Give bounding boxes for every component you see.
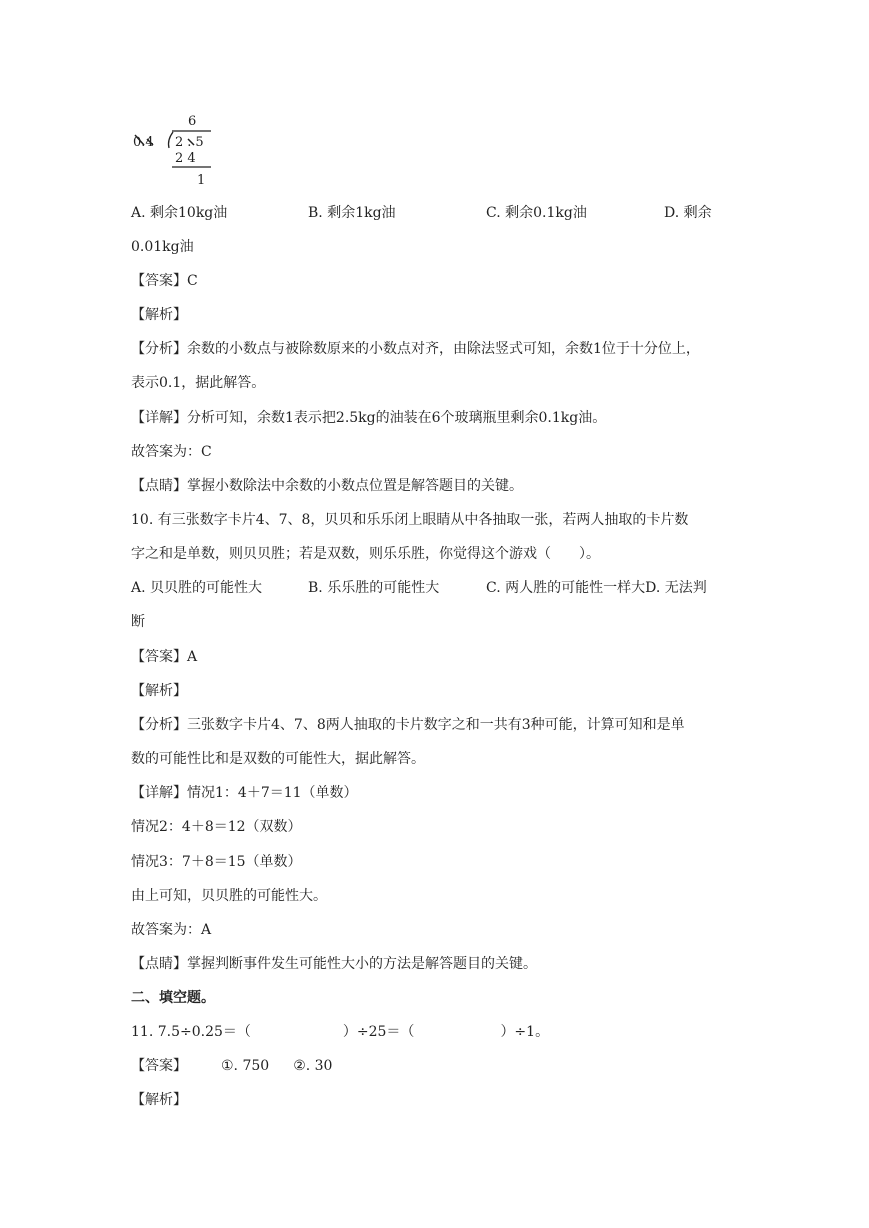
q11-answer [131,1056,332,1076]
section-title-fill-in: 二、填空题。 [131,990,215,1006]
division-divisor: 0.4 [133,135,154,150]
q9-analysis-heading: 【解析】 [131,307,187,323]
q11-answer-2: ②. 30 [293,1058,333,1074]
q10-stem-line-2: 字之和是单数，则贝贝胜；若是双数，则乐乐胜，你觉得这个游戏（ ）。 [131,546,600,562]
q11-stem-part-c: ）÷1。 [500,1024,550,1040]
q9-fenxi-line-2: 表示0.1，据此解答。 [131,375,266,391]
q11-analysis-heading: 【解析】 [131,1092,187,1108]
q10-case-3: 情况3：7＋8＝15（单数） [131,854,302,870]
q10-key-point: 【点睛】掌握判断事件发生可能性大小的方法是解答题目的关键。 [131,956,537,972]
q11-stem [131,1022,549,1042]
q10-option-cd: C. 两人胜的可能性一样大D. 无法判 [486,580,707,596]
q9-key-point: 【点睛】掌握小数除法中余数的小数点位置是解答题目的关键。 [131,478,523,494]
q10-case-2: 情况2：4＋8＝12（双数） [131,819,302,835]
q9-option-a: A. 剩余10kg油 [131,205,228,221]
division-quotient: 6 [188,114,197,129]
q9-fenxi-line-1: 【分析】余数的小数点与被除数原来的小数点对齐，由除法竖式可知，余数1位于十分位上， [131,341,700,357]
division-dividend: 2.5 [175,135,208,150]
q9-option-d: D. 剩余 [664,205,712,221]
q10-case-1: 【详解】情况1：4＋7＝11（单数） [131,785,358,801]
q9-conclusion: 故答案为：C [131,444,212,460]
q9-option-b: B. 剩余1kg油 [308,205,396,221]
q10-option-a: A. 贝贝胜的可能性大 [131,580,263,596]
q10-option-continued: 断 [131,614,145,630]
q10-stem-line-1: 10. 有三张数字卡片4、7、8，贝贝和乐乐闭上眼睛从中各抽取一张，若两人抽取的卡片数 [131,512,689,528]
q11-stem-part-a: 11. 7.5÷0.25＝（ [131,1024,251,1040]
q9-answer: 【答案】C [131,273,198,289]
q11-answer-1: ①. 750 [221,1058,270,1074]
q9-option-c: C. 剩余0.1kg油 [486,205,587,221]
q9-detail: 【详解】分析可知，余数1表示把2.5kg的油装在6个玻璃瓶里剩余0.1kg油。 [131,410,607,426]
q10-fenxi-line-1: 【分析】三张数字卡片4、7、8两人抽取的卡片数字之和一共有3种可能，计算可知和是单 [131,717,685,733]
q10-analysis-heading: 【解析】 [131,683,187,699]
division-product: 2 4 [175,151,196,166]
q11-answer-label: 【答案】 [131,1058,187,1074]
q11-stem-part-b: ）÷25＝（ [342,1024,415,1040]
division-remainder: 1 [197,173,206,188]
q10-conclusion: 故答案为：A [131,922,212,938]
long-division-figure [131,112,221,192]
q10-summary: 由上可知，贝贝胜的可能性大。 [131,888,327,904]
q9-option-d-continued: 0.01kg油 [131,239,194,255]
q10-answer: 【答案】A [131,649,198,665]
q10-option-b: B. 乐乐胜的可能性大 [308,580,440,596]
q10-fenxi-line-2: 数的可能性比和是双数的可能性大，据此解答。 [131,751,425,767]
